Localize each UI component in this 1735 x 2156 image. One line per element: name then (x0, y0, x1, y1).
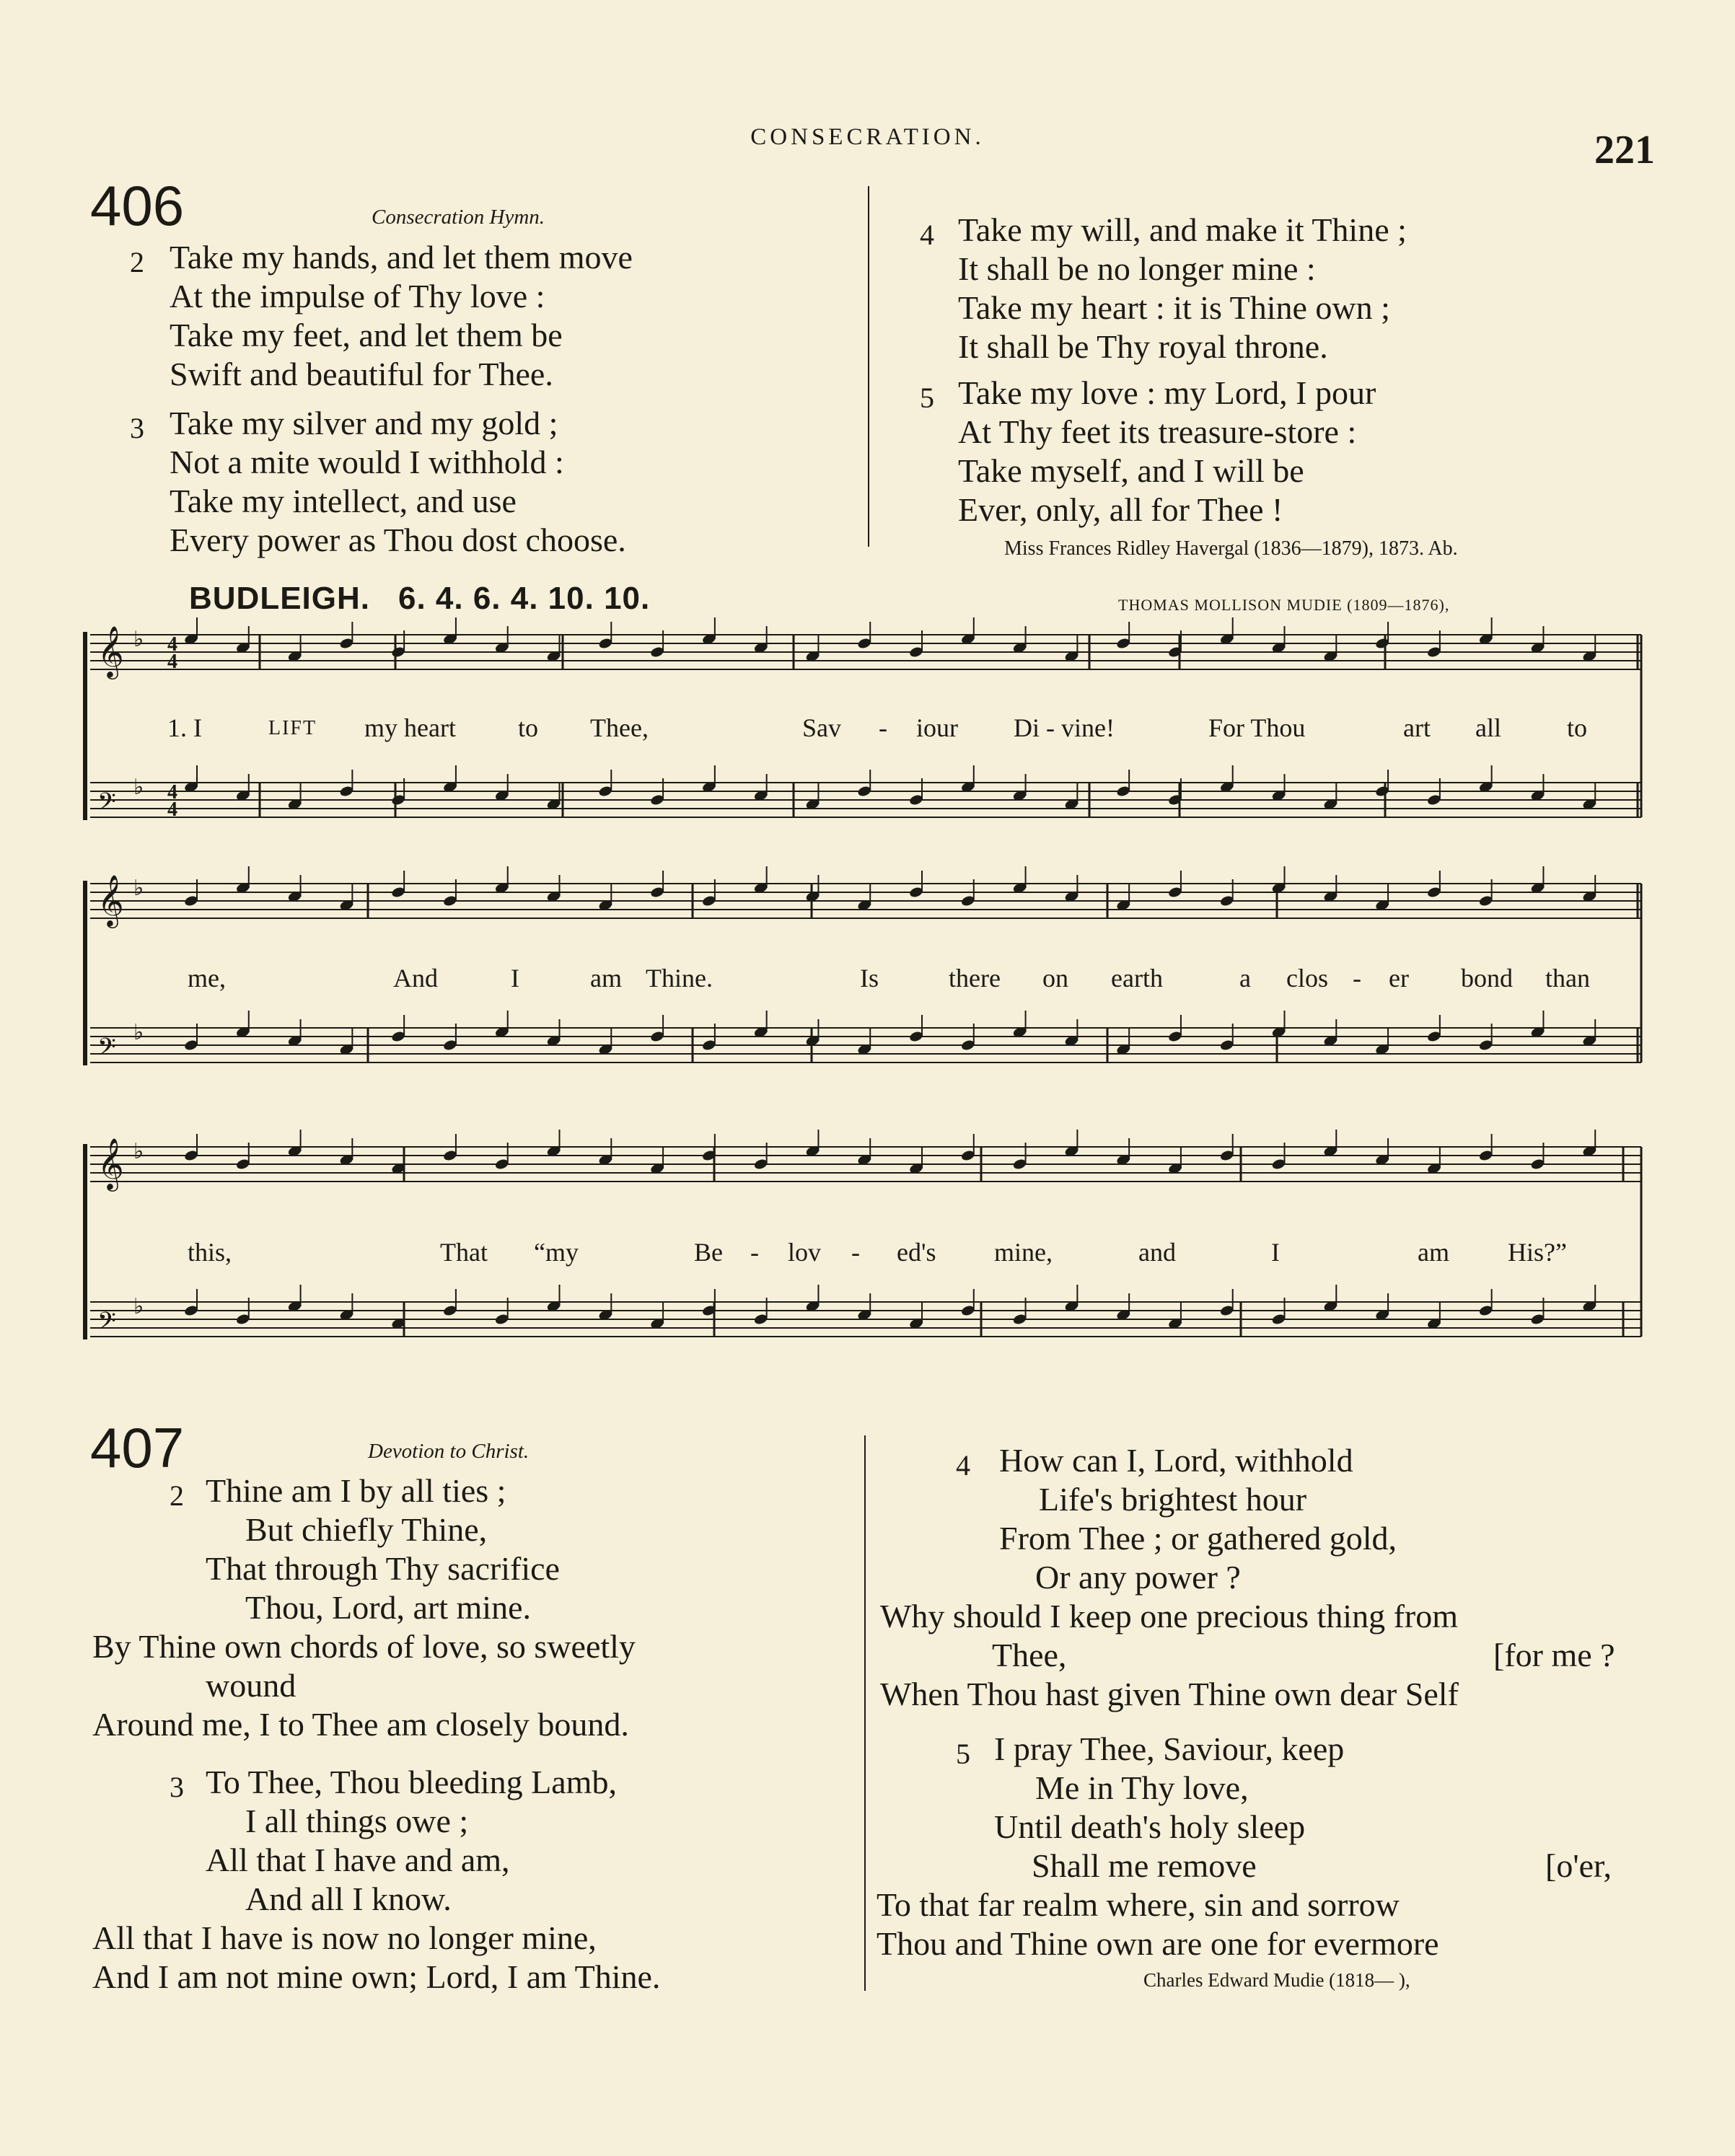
lyric-syllable: I (511, 964, 519, 993)
running-header: CONSECRATION. (750, 124, 985, 150)
lyric-syllable: bond (1461, 964, 1513, 993)
flat-icon: ♭ (133, 627, 144, 652)
lyric-syllable: Be (694, 1238, 723, 1267)
system-brace (83, 1144, 87, 1339)
lyric-syllable: lov (788, 1238, 822, 1267)
verse-line: To Thee, Thou bleeding Lamb, (206, 1764, 617, 1800)
verse-line: [o'er, (1545, 1847, 1612, 1884)
verse-line: wound (206, 1667, 297, 1704)
verse-line: Take my will, and make it Thine ; (958, 211, 1407, 248)
flat-icon: ♭ (133, 1020, 144, 1045)
verse-line: Ever, only, all for Thee ! (958, 491, 1283, 528)
lyric-syllable: Sav (802, 713, 841, 742)
verse-number: 5 (920, 382, 934, 414)
lyric-syllable: earth (1111, 964, 1163, 993)
verse-line: Why should I keep one precious thing from (880, 1598, 1458, 1634)
treble-clef-icon: 𝄞 (97, 1137, 124, 1189)
lyric-syllable: 1. I (167, 713, 202, 742)
lyric-syllable: LIFT (268, 717, 317, 739)
verse-line: Take my silver and my gold ; (170, 405, 558, 441)
lyric-syllable: this, (188, 1238, 232, 1267)
verse-line: Thou and Thine own are one for evermore (877, 1925, 1439, 1962)
lyric-syllable: Di - vine! (1014, 713, 1115, 742)
verse-number: 3 (130, 412, 144, 444)
hymn-407-author: Charles Edward Mudie (1818— ), (1143, 1969, 1410, 1991)
verse-number: 2 (170, 1479, 184, 1512)
hymn-406-title: Consecration Hymn. (372, 206, 545, 229)
lyric-syllable: Is (860, 964, 879, 993)
verse-line: Swift and beautiful for Thee. (170, 356, 553, 392)
lyric-syllable: ed's (897, 1238, 936, 1267)
verse-line: [for me ? (1493, 1637, 1615, 1673)
lyric-syllable: His?” (1508, 1238, 1567, 1267)
lyric-syllable: on (1042, 964, 1068, 993)
verse-line: Take my love : my Lord, I pour (958, 374, 1376, 411)
bass-clef-icon: 𝄢 (97, 1308, 116, 1341)
verse-line: I all things owe ; (245, 1803, 469, 1839)
lyric-syllable: “my (534, 1238, 579, 1267)
verse-number: 5 (956, 1738, 970, 1770)
time-signature: 4 (167, 781, 177, 804)
hymn-406-number: 406 (90, 174, 185, 237)
lyric-syllable: am (1418, 1238, 1449, 1267)
bass-clef-icon: 𝄢 (97, 1034, 116, 1067)
lyric-syllable: to (1567, 713, 1588, 742)
system-brace (83, 632, 87, 820)
verse-line: Take my hands, and let them move (170, 239, 633, 276)
lyric-syllable: - (879, 713, 887, 742)
verse-line: Take my feet, and let them be (170, 317, 563, 353)
verse-line: Shall me remove (1032, 1847, 1257, 1884)
verse-line: All that I have and am, (206, 1842, 510, 1878)
verse-line: When Thou hast given Thine own dear Self (880, 1676, 1459, 1712)
lyric-syllable: Thine. (646, 964, 713, 993)
hymn-406-author: Miss Frances Ridley Havergal (1836—1879), 1873. Ab. (1004, 537, 1458, 560)
verse-line: By Thine own chords of love, so sweetly (92, 1628, 636, 1665)
lyric-syllable: my heart (364, 713, 456, 742)
tune-composer: THOMAS MOLLISON MUDIE (1809—1876), (1118, 596, 1450, 614)
verse-line: Not a mite would I withhold : (170, 444, 564, 480)
lyric-syllable: to (518, 713, 539, 742)
lyric-syllable: I (1271, 1238, 1280, 1267)
lyric-syllable: - (851, 1238, 860, 1267)
lyric-syllable: mine, (994, 1238, 1053, 1267)
verse-number: 4 (920, 219, 934, 251)
lyric-syllable: and (1138, 1238, 1176, 1267)
lyric-syllable: a (1239, 964, 1251, 993)
tune-meter: 6. 4. 6. 4. 10. 10. (398, 581, 651, 616)
verse-line: How can I, Lord, withhold (999, 1442, 1353, 1479)
lyric-syllable: And (393, 964, 438, 993)
time-signature: 4 (167, 798, 177, 821)
verse-line: Thee, (992, 1637, 1067, 1673)
lyric-syllable: That (440, 1238, 488, 1267)
treble-clef-icon: 𝄞 (97, 874, 124, 926)
verse-number: 4 (956, 1449, 970, 1482)
verse-line: Or any power ? (1035, 1559, 1241, 1596)
verse-line: Take my heart : it is Thine own ; (958, 289, 1390, 326)
lyric-syllable: there (949, 964, 1001, 993)
verse-line: But chiefly Thine, (245, 1511, 488, 1548)
lyric-syllable: - (1353, 964, 1361, 993)
lyric-syllable: - (750, 1238, 759, 1267)
hymn-407-title: Devotion to Christ. (368, 1440, 530, 1463)
lyric-syllable: er (1389, 964, 1409, 993)
verse-line: Every power as Thou dost choose. (170, 522, 626, 558)
lyric-syllable: Thee, (590, 713, 649, 742)
verse-number: 3 (170, 1771, 184, 1803)
lyric-syllable: art (1403, 713, 1431, 742)
verse-line: Until death's holy sleep (994, 1808, 1306, 1845)
verse-line: That through Thy sacrifice (206, 1550, 560, 1587)
system-brace (83, 881, 87, 1065)
time-signature: 4 (167, 651, 177, 673)
lyric-syllable: am (590, 964, 622, 993)
verse-line: And I am not mine own; Lord, I am Thine. (92, 1958, 661, 1995)
verse-line: It shall be no longer mine : (958, 250, 1316, 287)
lyric-syllable: than (1545, 964, 1590, 993)
flat-icon: ♭ (133, 1139, 144, 1164)
flat-icon: ♭ (133, 775, 144, 800)
verse-line: Take my intellect, and use (170, 483, 517, 519)
verse-line: And all I know. (245, 1880, 452, 1917)
treble-clef-icon: 𝄞 (97, 625, 124, 677)
lyric-syllable: iour (916, 713, 958, 742)
verse-line: Life's brightest hour (1039, 1481, 1307, 1518)
verse-line: From Thee ; or gathered gold, (999, 1520, 1397, 1557)
verse-line: Take myself, and I will be (958, 452, 1304, 489)
verse-line: At the impulse of Thy love : (170, 278, 545, 314)
verse-line: I pray Thee, Saviour, keep (994, 1730, 1345, 1767)
bass-clef-icon: 𝄢 (97, 788, 116, 822)
lyric-syllable: all (1475, 713, 1501, 742)
lyric-syllable: me, (188, 964, 226, 993)
page-number: 221 (1594, 128, 1655, 172)
column-divider (864, 1435, 866, 1991)
verse-line: At Thy feet its treasure-store : (958, 413, 1357, 450)
verse-line: Around me, I to Thee am closely bound. (92, 1706, 629, 1743)
verse-line: Thine am I by all ties ; (206, 1472, 506, 1509)
verse-line: All that I have is now no longer mine, (92, 1919, 597, 1956)
lyric-syllable: For Thou (1208, 713, 1306, 742)
verse-line: Thou, Lord, art mine. (245, 1589, 532, 1626)
verse-line: It shall be Thy royal throne. (958, 328, 1328, 365)
verse-line: To that far realm where, sin and sorrow (877, 1886, 1400, 1923)
flat-icon: ♭ (133, 1294, 144, 1319)
verse-number: 2 (130, 246, 144, 278)
flat-icon: ♭ (133, 876, 144, 901)
time-signature: 4 (167, 633, 177, 656)
lyric-syllable: clos (1286, 964, 1328, 993)
tune-name: BUDLEIGH. (189, 581, 370, 616)
hymn-407-number: 407 (90, 1416, 185, 1479)
verse-line: Me in Thy love, (1035, 1769, 1249, 1806)
